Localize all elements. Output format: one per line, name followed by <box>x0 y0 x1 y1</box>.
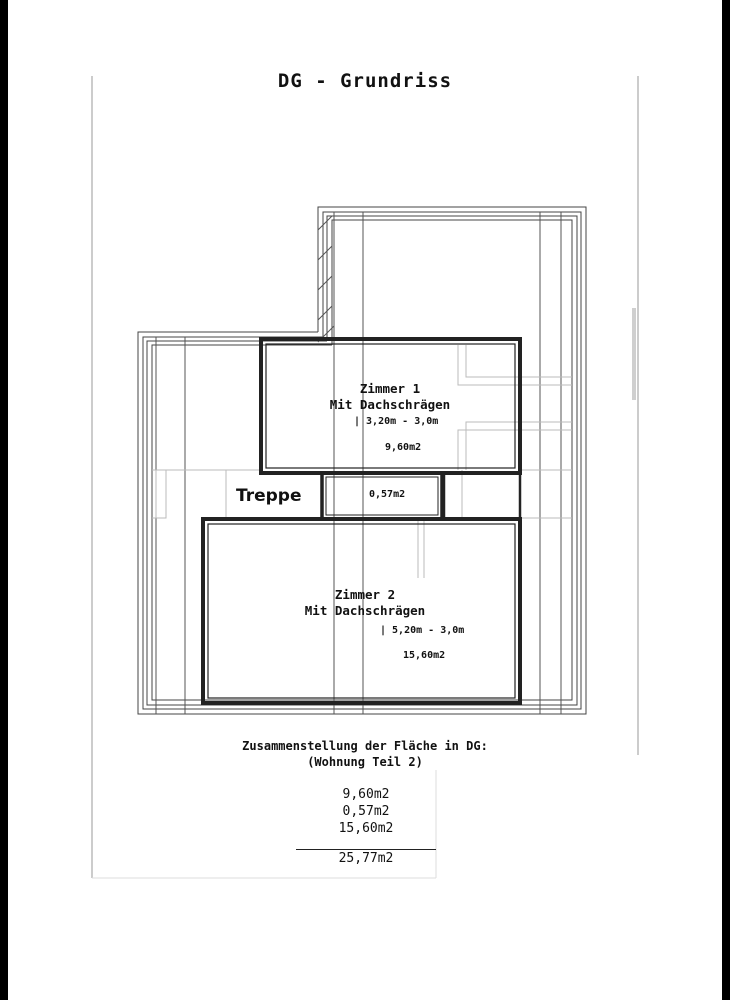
hall-wall <box>444 473 520 519</box>
construction-lines <box>156 212 561 714</box>
summary-values <box>296 786 436 837</box>
summary-value: 0,57m2 <box>342 804 390 819</box>
zimmer2-area: 15,60m2 <box>403 650 446 661</box>
light-guide-lines <box>152 345 572 578</box>
scrollbar-thumb[interactable] <box>632 308 636 400</box>
zimmer2-note: Mit Dachschrägen <box>304 603 426 618</box>
plan-title: DG - Grundriss <box>277 70 453 92</box>
treppe-area: 0,57m2 <box>369 489 406 500</box>
summary-subheading: (Wohnung Teil 2) <box>307 755 423 769</box>
zimmer2-name: Zimmer 2 <box>334 587 396 602</box>
zimmer1-name: Zimmer 1 <box>359 381 421 396</box>
treppe-label: Treppe <box>236 486 302 506</box>
zimmer1-dims: | 3,20m - 3,0m <box>354 416 439 427</box>
zimmer1-note: Mit Dachschrägen <box>329 397 451 412</box>
summary-heading-block <box>160 738 570 770</box>
summary-heading: Zusammenstellung der Fläche in DG: <box>242 739 488 753</box>
zimmer1-area: 9,60m2 <box>385 442 422 453</box>
summary-total: 25,77m2 <box>338 851 394 866</box>
zimmer2-dims: | 5,20m - 3,0m <box>380 625 465 636</box>
summary-rule <box>296 849 436 850</box>
zimmer2-label <box>275 587 455 619</box>
summary-value: 15,60m2 <box>338 821 394 836</box>
summary-value: 9,60m2 <box>342 787 390 802</box>
zimmer1-label <box>300 381 480 413</box>
